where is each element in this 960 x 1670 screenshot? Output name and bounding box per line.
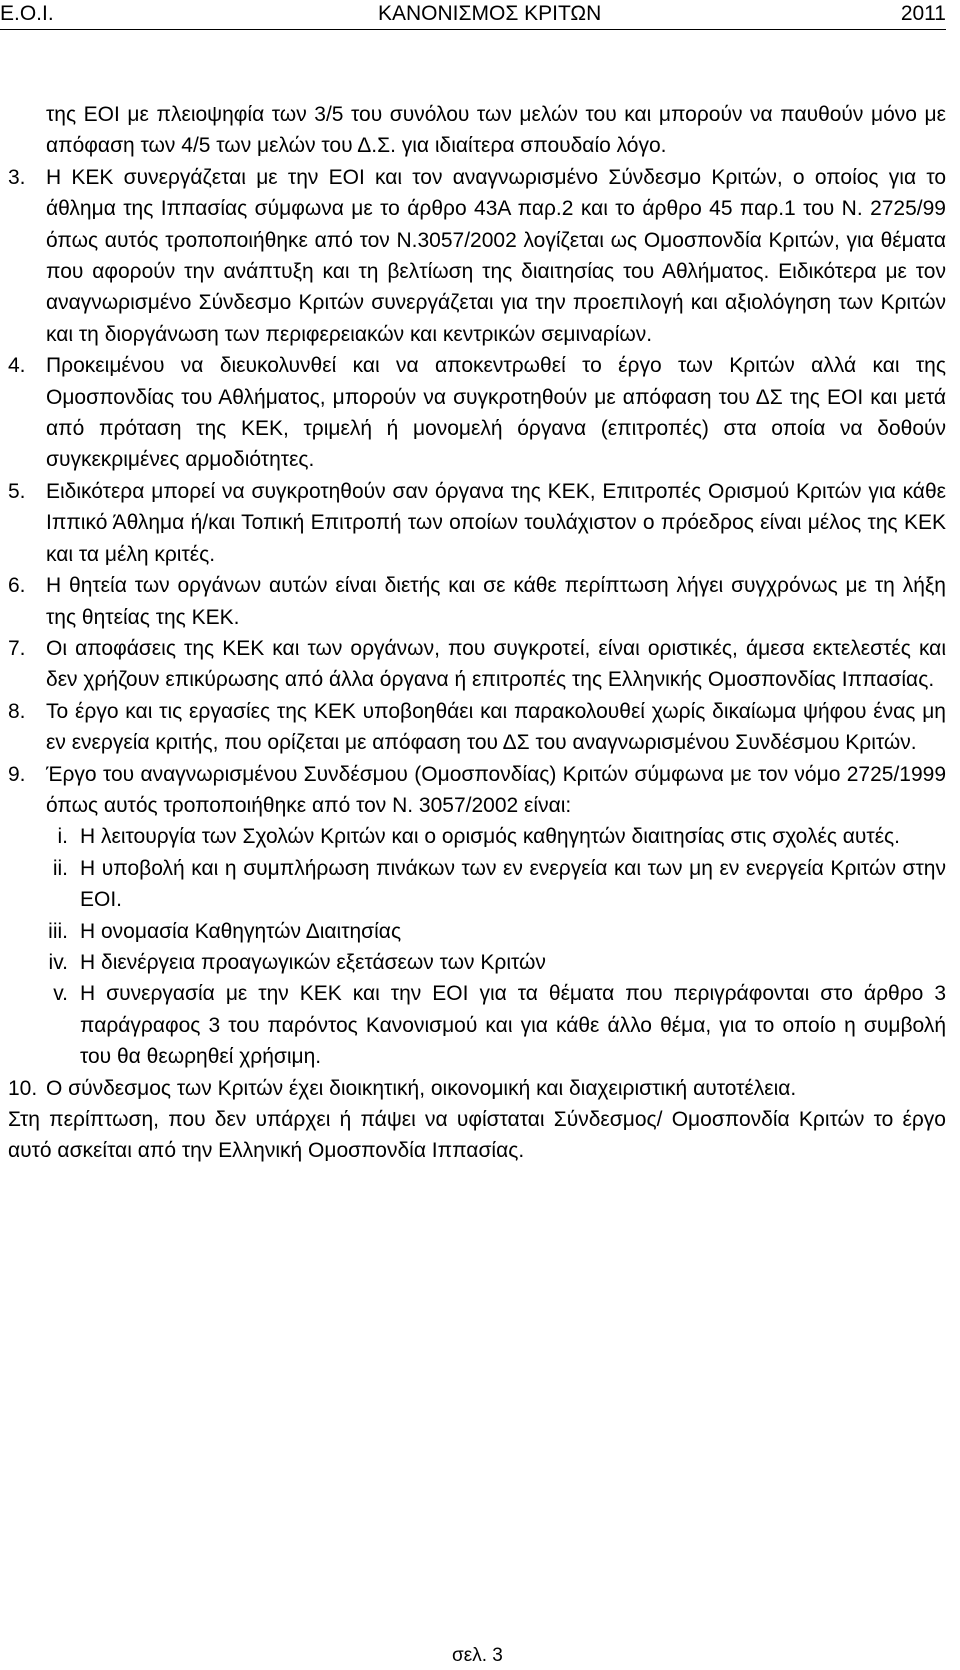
sub-list-item xyxy=(8,853,946,916)
subitem-text: Η διενέργεια προαγωγικών εξετάσεων των Κριτών xyxy=(80,950,546,974)
header-org: Ε.Ο.Ι. xyxy=(0,2,54,25)
sub-list-item xyxy=(8,947,946,978)
list-item xyxy=(8,476,946,570)
list-item xyxy=(8,696,946,759)
subitem-text: Η λειτουργία των Σχολών Κριτών και ο ορισμός καθηγητών διαιτησίας στις σχολές αυτές. xyxy=(80,825,901,849)
item-text: Η θητεία των οργάνων αυτών είναι διετής και σε κάθε περίπτωση λήγει συγχρόνως με τη λήξη της θητείας της ΚΕΚ. xyxy=(46,574,946,629)
subitem-number: iii. xyxy=(48,919,68,943)
subitem-number: v. xyxy=(53,982,68,1006)
item-number: 10. xyxy=(8,1076,38,1100)
list-item xyxy=(8,350,946,476)
item-text: Το έργο και τις εργασίες της ΚΕΚ υποβοηθάει και παρακολουθεί χωρίς δικαίωμα ψήφου ένας μη εν ενεργεία κριτής, που ορίζεται με απόφαση του ΔΣ του αναγνωρισμένου Συνδέσμου Κριτών. xyxy=(46,699,946,755)
closing-paragraph: Στη περίπτωση, που δεν υπάρχει ή πάψει να υφίσταται Σύνδεσμος/ Ομοσπονδία Κριτών το έργο αυτό ασκείται από την Ελληνική Ομοσπονδία Ιππασίας. xyxy=(8,1108,946,1163)
item-number: 9. xyxy=(8,762,26,786)
item-text: Ειδικότερα μπορεί να συγκροτηθούν σαν όργανα της ΚΕΚ, Επιτροπές Ορισμού Κριτών για κάθε Ιππικό Άθλημα ή/και Τοπική Επιτροπή των οποίων τουλάχιστον ο πρόεδρος είναι μέλος της ΚΕΚ και τα μέλη κριτές. xyxy=(46,479,946,566)
subitem-number: i. xyxy=(57,825,68,849)
item-text: Η ΚΕΚ συνεργάζεται με την ΕΟΙ και τον αναγνωρισμένο Σύνδεσμο Κριτών, ο οποίος για το άθλημα της Ιππασίας σύμφωνα με το άρθρο 43Α παρ.2 και το άρθρο 45 παρ.1 του Ν. 2725/99 όπως αυτός τροποποιήθηκε από τον Ν.3057/2002 λογίζεται ως Ομοσπονδία Κριτών, για θέματα που αφορούν την ανάπτυξη και τη βελτίωση της διαιτησίας του Αθλήματος. Ειδικότερα με τον αναγνωρισμένο Σύνδεσμο Κριτών συνεργάζεται για την προεπιλογή και αξιολόγηση των Κριτών και τη διοργάνωση των περιφερειακών και κεντρικών σεμιναρίων. xyxy=(46,165,946,346)
sub-list-item xyxy=(8,821,946,852)
sub-list-item xyxy=(8,916,946,947)
list-item xyxy=(8,162,946,350)
item-text: Ο σύνδεσμος των Κριτών έχει διοικητική, οικονομική και διαχειριστική αυτοτέλεια. xyxy=(46,1076,797,1100)
item-number: 8. xyxy=(8,699,26,723)
item-number: 3. xyxy=(8,165,26,189)
list-item xyxy=(8,633,946,696)
item-text: Έργο του αναγνωρισμένου Συνδέσμου (Ομοσπονδίας) Κριτών σύμφωνα με τον νόμο 2725/1999 όπως αυτός τροποποιήθηκε από τον Ν. 3057/2002 είναι: xyxy=(46,762,946,817)
document-body xyxy=(8,99,946,1167)
list-item xyxy=(8,570,946,633)
header-rule xyxy=(0,29,946,30)
item-text: Προκειμένου να διευκολυνθεί και να αποκεντρωθεί το έργο των Κριτών αλλά και της Ομοσπονδίας του Αθλήματος, μπορούν να συγκροτηθούν με απόφαση του ΔΣ της ΕΟΙ και μετά από πρόταση της ΚΕΚ, τριμελή ή μονομελή όργανα (επιτροπές) στα οποία να δοθούν συγκεκριμένες αρμοδιότητες. xyxy=(46,354,946,472)
subitem-number: ii. xyxy=(52,856,68,880)
sub-list-item xyxy=(8,978,946,1072)
subitem-text: Η ονομασία Καθηγητών Διαιτησίας xyxy=(80,919,402,943)
continuation-paragraph: της ΕΟΙ με πλειοψηφία των 3/5 του συνόλου των μελών του και μπορούν να παυθούν μόνο με απόφαση των 4/5 των μελών του Δ.Σ. για ιδιαίτερα σπουδαίο λόγο. xyxy=(46,103,946,158)
list-item xyxy=(8,1073,946,1104)
list-item xyxy=(8,759,946,822)
page-number: σελ. 3 xyxy=(452,1645,503,1666)
item-text: Οι αποφάσεις της ΚΕΚ και των οργάνων, που συγκροτεί, είναι οριστικές, άμεσα εκτελεστές και δεν χρήζουν επικύρωσης από άλλα όργανα ή επιτροπές της Ελληνικής Ομοσπονδίας Ιππασίας. xyxy=(46,636,946,692)
item-number: 7. xyxy=(8,636,26,660)
subitem-text: Η συνεργασία με την ΚΕΚ και την ΕΟΙ για τα θέματα που περιγράφονται στο άρθρο 3 παράγραφος 3 του παρόντος Κανονισμού και για κάθε άλλο θέμα, για το οποίο η συμβολή του θα θεωρηθεί χρήσιμη. xyxy=(80,982,946,1069)
subitem-number: iv. xyxy=(48,950,68,974)
header-year: 2011 xyxy=(900,2,946,25)
page-header xyxy=(0,0,960,30)
item-number: 6. xyxy=(8,574,26,598)
item-number: 4. xyxy=(8,354,26,378)
header-title: ΚΑΝΟΝΙΣΜΟΣ ΚΡΙΤΩΝ xyxy=(378,2,602,25)
item-number: 5. xyxy=(8,479,26,503)
subitem-text: Η υποβολή και η συμπλήρωση πινάκων των εν ενεργεία και των μη εν ενεργεία Κριτών στην ΕΟΙ. xyxy=(80,856,946,912)
